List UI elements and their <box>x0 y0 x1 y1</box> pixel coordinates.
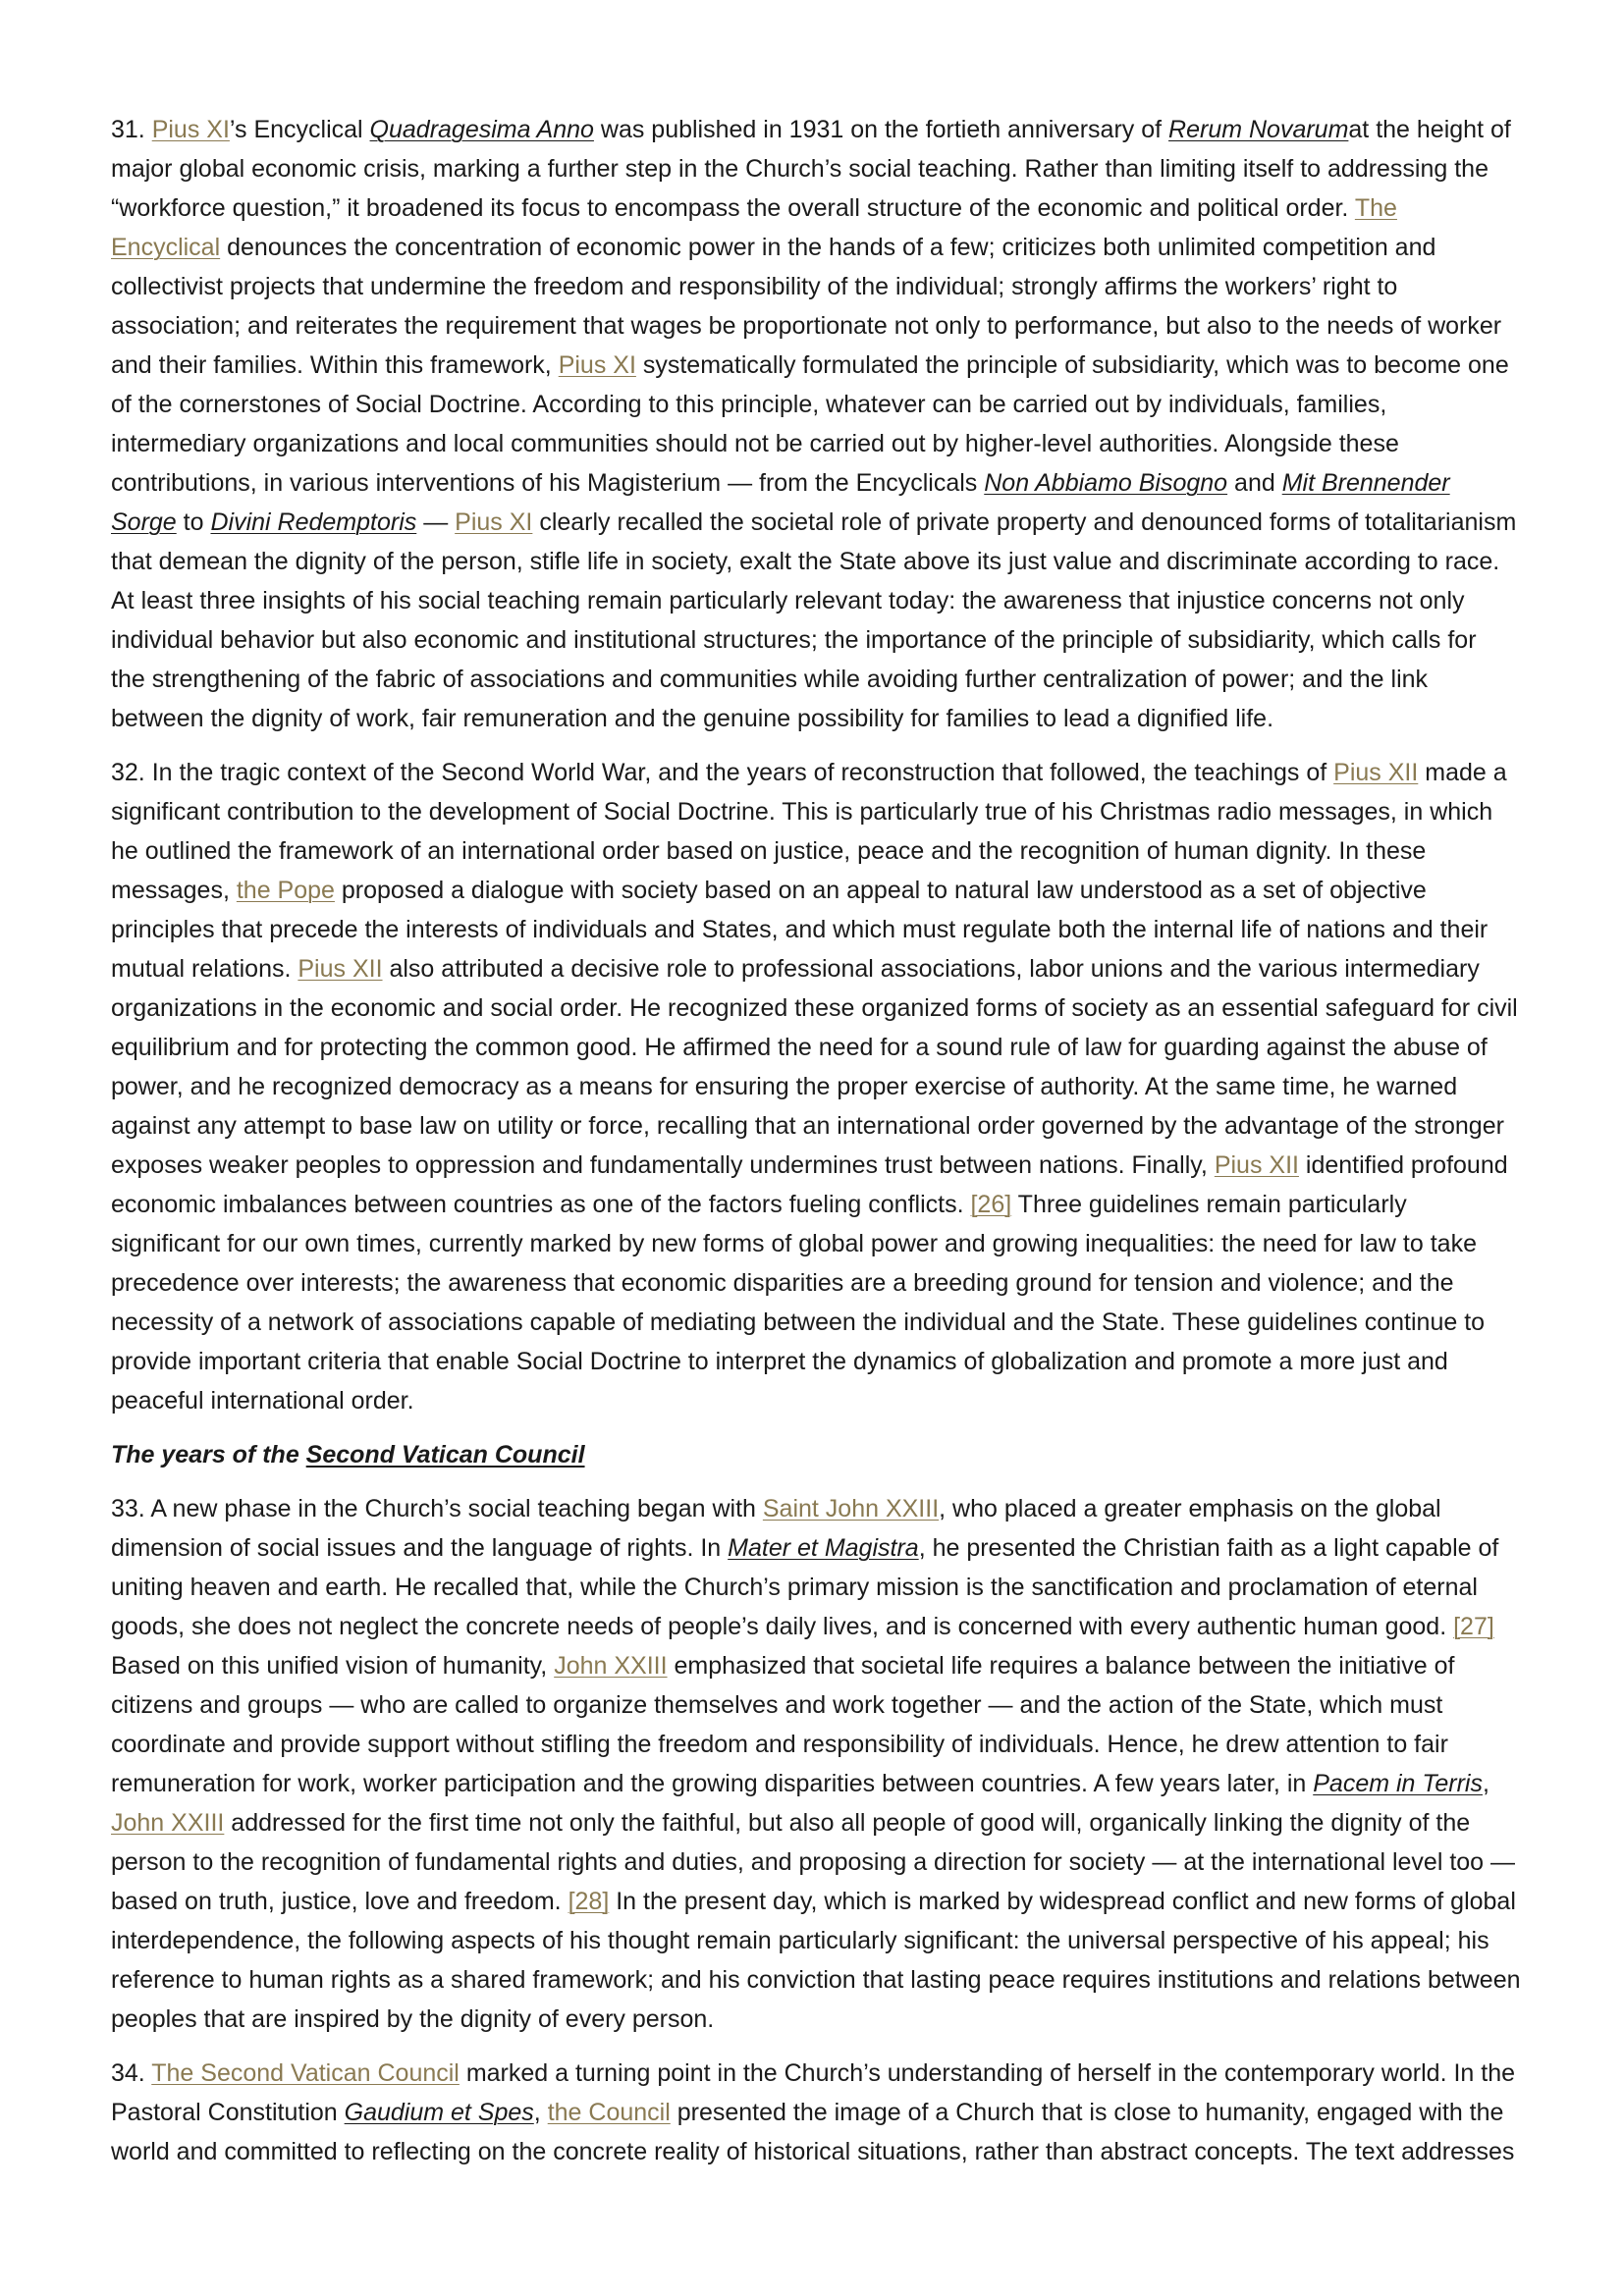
text-run: In the present day, which is marked by widespread conflict and new forms of global <box>609 1888 1516 1915</box>
text-line <box>111 871 1564 910</box>
text-line <box>111 1568 1564 1607</box>
text-line <box>111 267 1564 306</box>
text-run: individual behavior but also economic and institutional structures; the importance of the principle of subsidiarity, which calls for <box>111 626 1477 654</box>
inline-link[interactable]: The <box>1354 194 1397 222</box>
text-line <box>111 1725 1564 1764</box>
text-run: contributions, in various interventions of his Magisterium — from the Encyclicals <box>111 469 985 497</box>
text-line <box>111 1342 1564 1381</box>
paragraph-p33 <box>111 1489 1564 2039</box>
inline-link[interactable]: Pius XII <box>298 955 383 983</box>
document-title-ref: Non Abbiamo Bisogno <box>984 469 1228 497</box>
text-run: coordinate and provide support without stifling the freedom and responsibility of individuals. Hence, he drew attention to fair <box>111 1731 1448 1758</box>
text-run: exposes weaker peoples to oppression and fundamentally undermines trust between nations. Finally, <box>111 1151 1215 1179</box>
text-line <box>111 2132 1564 2171</box>
document-title-ref: Quadragesima Anno <box>369 116 594 143</box>
inline-link[interactable]: Saint John XXIII <box>762 1495 940 1522</box>
text-run: necessity of a network of associations capable of mediating between the individual and the State. These guidelines continue to <box>111 1308 1486 1336</box>
inline-link[interactable]: Encyclical <box>111 234 221 261</box>
text-run: presented the image of a Church that is close to humanity, engaged with the <box>670 2099 1504 2126</box>
text-run: 32. In the tragic context of the Second World War, and the years of reconstruction that followed, the teachings of <box>111 759 1334 786</box>
document-title-ref: Mater et Magistra <box>728 1534 919 1562</box>
text-line <box>111 1921 1564 1960</box>
text-run: economic imbalances between countries as one of the factors fueling conflicts. <box>111 1191 971 1218</box>
text-line <box>111 1263 1564 1303</box>
text-run: world and committed to reflecting on the concrete reality of historical situations, rather than abstract concepts. The text addresses <box>111 2138 1515 2165</box>
text-line <box>111 699 1564 738</box>
text-run: of the cornerstones of Social Doctrine. According to this principle, whatever can be carried out by individuals, families, <box>111 391 1387 418</box>
inline-link[interactable]: [28] <box>568 1888 610 1915</box>
text-run: based on truth, justice, love and freedom. <box>111 1888 568 1915</box>
text-run: was published in 1931 on the fortieth anniversary of <box>593 116 1169 143</box>
text-line <box>111 1028 1564 1067</box>
section-heading <box>111 1435 1564 1474</box>
text-line <box>111 1764 1564 1803</box>
text-run: identified profound <box>1298 1151 1508 1179</box>
document-title-ref: Sorge <box>111 508 177 536</box>
inline-link[interactable]: the Pope <box>236 877 335 904</box>
text-line <box>111 1882 1564 1921</box>
text-run: mutual relations. <box>111 955 298 983</box>
text-run: intermediary organizations and local communities should not be carried out by higher-level authorities. Alongside these <box>111 430 1399 457</box>
text-line <box>111 1489 1564 1528</box>
text-run: clearly recalled the societal role of private property and denounced forms of totalitarianism <box>532 508 1517 536</box>
document-body <box>111 110 1564 2186</box>
text-run: denounces the concentration of economic power in the hands of a few; criticizes both unlimited competition and <box>220 234 1436 261</box>
text-run: significant for our own times, currently marked by new forms of global power and growing inequalities: the need for law to take <box>111 1230 1477 1257</box>
text-run: “workforce question,” it broadened its focus to encompass the overall structure of the economic and political order. <box>111 194 1355 222</box>
text-run: 33. A new phase in the Church’s social teaching began with <box>111 1495 763 1522</box>
text-run: uniting heaven and earth. He recalled that, while the Church’s primary mission is the sanctification and proclamation of eternal <box>111 1574 1478 1601</box>
text-run: principles that precede the interests of individuals and States, and which must regulate both the internal life of nations and their <box>111 916 1489 943</box>
text-line <box>111 110 1564 149</box>
text-run: precedence over interests; the awareness that economic disparities are a breeding ground for tension and violence; and the <box>111 1269 1454 1297</box>
text-line <box>111 1067 1564 1106</box>
text-run: between the dignity of work, fair remuneration and the genuine possibility for families to lead a dignified life. <box>111 705 1274 732</box>
paragraph-p31 <box>111 110 1564 738</box>
inline-link[interactable]: Pius XII <box>1214 1151 1299 1179</box>
text-run: Three guidelines remain particularly <box>1011 1191 1407 1218</box>
text-run: citizens and groups — who are called to organize themselves and work together — and the action of the State, which must <box>111 1691 1443 1719</box>
text-line <box>111 1303 1564 1342</box>
text-line <box>111 1146 1564 1185</box>
text-run: systematically formulated the principle of subsidiarity, which was to become one <box>635 351 1509 379</box>
section-heading-link[interactable]: Second Vatican Council <box>305 1441 585 1468</box>
inline-link[interactable]: Pius XI <box>558 351 636 379</box>
paragraph-p34 <box>111 2054 1564 2171</box>
text-line <box>111 385 1564 424</box>
inline-link[interactable]: [26] <box>970 1191 1012 1218</box>
text-run: major global economic crisis, marking a further step in the Church’s social teaching. Rather than limiting itself to addressing the <box>111 155 1489 183</box>
text-run: , who placed a greater emphasis on the global <box>939 1495 1441 1522</box>
text-run: organizations in the economic and social order. He recognized these organized forms of society as an essential safeguard for civil <box>111 994 1518 1022</box>
text-line <box>111 660 1564 699</box>
text-line <box>111 910 1564 949</box>
paragraph-p32 <box>111 753 1564 1420</box>
inline-link[interactable]: The Second Vatican Council <box>151 2059 460 2087</box>
text-run: remuneration for work, worker participation and the growing disparities between countries. A few years later, in <box>111 1770 1314 1797</box>
text-run: and <box>1227 469 1282 497</box>
text-run: collectivist projects that undermine the freedom and responsibility of the individual; strongly affirms the workers’ right to <box>111 273 1398 300</box>
document-title-ref: Divini Redemptoris <box>210 508 417 536</box>
text-line <box>111 1842 1564 1882</box>
text-run: emphasized that societal life requires a balance between the initiative of <box>667 1652 1455 1680</box>
text-line <box>111 463 1564 503</box>
text-run: — <box>416 508 456 536</box>
text-line <box>111 1381 1564 1420</box>
text-line <box>111 346 1564 385</box>
text-line <box>111 831 1564 871</box>
text-run: 34. <box>111 2059 152 2087</box>
text-line <box>111 149 1564 188</box>
text-run: reference to human rights as a shared framework; and his conviction that lasting peace requires institutions and relations between <box>111 1966 1521 1994</box>
text-run: 31. <box>111 116 152 143</box>
text-run: proposed a dialogue with society based on an appeal to natural law understood as a set of objective <box>334 877 1427 904</box>
document-title-ref: Pacem in Terris <box>1313 1770 1483 1797</box>
inline-link[interactable]: Pius XI <box>455 508 533 536</box>
text-run: person to the recognition of fundamental rights and duties, and proposing a direction for society — at the international level too — <box>111 1848 1516 1876</box>
text-run: that demean the dignity of the person, stifle life in society, exalt the State above its just value and discriminate according to race. <box>111 548 1500 575</box>
text-run: significant contribution to the development of Social Doctrine. This is particularly true of his Christmas radio messages, in which <box>111 798 1493 826</box>
text-line <box>111 620 1564 660</box>
text-run: equilibrium and for protecting the common good. He affirmed the need for a sound rule of law for guarding against the abuse of <box>111 1034 1488 1061</box>
text-run: peoples that are inspired by the dignity of every person. <box>111 2005 715 2033</box>
text-run: the strengthening of the fabric of associations and communities while avoiding further centralization of power; and the link <box>111 666 1429 693</box>
text-line <box>111 1960 1564 2000</box>
text-line <box>111 424 1564 463</box>
inline-link[interactable]: the Council <box>547 2099 671 2126</box>
text-run: peaceful international order. <box>111 1387 414 1415</box>
text-run: interdependence, the following aspects of his thought remain particularly significant: the universal perspective of his appeal; his <box>111 1927 1489 1954</box>
text-line <box>111 306 1564 346</box>
text-line <box>111 753 1564 792</box>
text-line <box>111 503 1564 542</box>
text-line <box>111 2093 1564 2132</box>
text-line <box>111 228 1564 267</box>
text-run: Based on this unified vision of humanity, <box>111 1652 555 1680</box>
text-run: Pastoral Constitution <box>111 2099 345 2126</box>
section-heading-prefix: The years of the <box>111 1441 306 1468</box>
text-run: , <box>533 2099 548 2126</box>
inline-link[interactable]: Pius XI <box>151 116 230 143</box>
text-run: to <box>176 508 211 536</box>
text-line <box>111 1185 1564 1224</box>
text-line <box>111 542 1564 581</box>
inline-link[interactable]: John XXIII <box>554 1652 668 1680</box>
text-run: made a <box>1418 759 1507 786</box>
text-run: , <box>1482 1770 1489 1797</box>
text-run: ’s Encyclical <box>229 116 370 143</box>
text-run: association; and reiterates the requirement that wages be proportionate not only to performance, but also to the needs of worker <box>111 312 1502 340</box>
text-run: messages, <box>111 877 237 904</box>
text-line <box>111 581 1564 620</box>
text-run: addressed for the first time not only the faithful, but also all people of good will, organically linking the dignity of the <box>224 1809 1471 1837</box>
inline-link[interactable]: Pius XII <box>1333 759 1419 786</box>
paragraph-group-before-heading <box>111 110 1564 1420</box>
text-run: and their families. Within this framework, <box>111 351 559 379</box>
text-run: , he presented the Christian faith as a light capable of <box>918 1534 1499 1562</box>
text-line <box>111 1646 1564 1685</box>
text-line <box>111 949 1564 988</box>
text-line <box>111 2000 1564 2039</box>
text-line <box>111 1803 1564 1842</box>
text-line <box>111 792 1564 831</box>
text-line <box>111 988 1564 1028</box>
text-run: at the height of <box>1348 116 1511 143</box>
document-title-ref: Rerum Novarum <box>1168 116 1349 143</box>
text-run: he outlined the framework of an international order based on justice, peace and the recognition of human dignity. In these <box>111 837 1427 865</box>
text-run: marked a turning point in the Church’s understanding of herself in the contemporary world. In the <box>459 2059 1516 2087</box>
inline-link[interactable]: John XXIII <box>111 1809 225 1837</box>
text-run: also attributed a decisive role to professional associations, labor unions and the various intermediary <box>382 955 1480 983</box>
text-line <box>111 1106 1564 1146</box>
inline-link[interactable]: [27] <box>1453 1613 1494 1640</box>
text-line <box>111 1224 1564 1263</box>
text-run: At least three insights of his social teaching remain particularly relevant today: the awareness that injustice concerns not only <box>111 587 1465 614</box>
text-line <box>111 188 1564 228</box>
text-line <box>111 2054 1564 2093</box>
text-line <box>111 1607 1564 1646</box>
text-run: provide important criteria that enable Social Doctrine to interpret the dynamics of globalization and promote a more just and <box>111 1348 1448 1375</box>
text-run: dimension of social issues and the language of rights. In <box>111 1534 729 1562</box>
text-line <box>111 1528 1564 1568</box>
text-run: power, and he recognized democracy as a means for ensuring the proper exercise of authority. At the same time, he warned <box>111 1073 1458 1100</box>
document-title-ref: Gaudium et Spes <box>344 2099 534 2126</box>
text-run: goods, she does not neglect the concrete needs of people’s daily lives, and is concerned with every authentic human good. <box>111 1613 1454 1640</box>
text-run: against any attempt to base law on utility or force, recalling that an international order governed by the advantage of the stronger <box>111 1112 1504 1140</box>
document-title-ref: Mit Brennender <box>1281 469 1450 497</box>
text-line <box>111 1685 1564 1725</box>
paragraph-group-after-heading <box>111 1489 1564 2171</box>
